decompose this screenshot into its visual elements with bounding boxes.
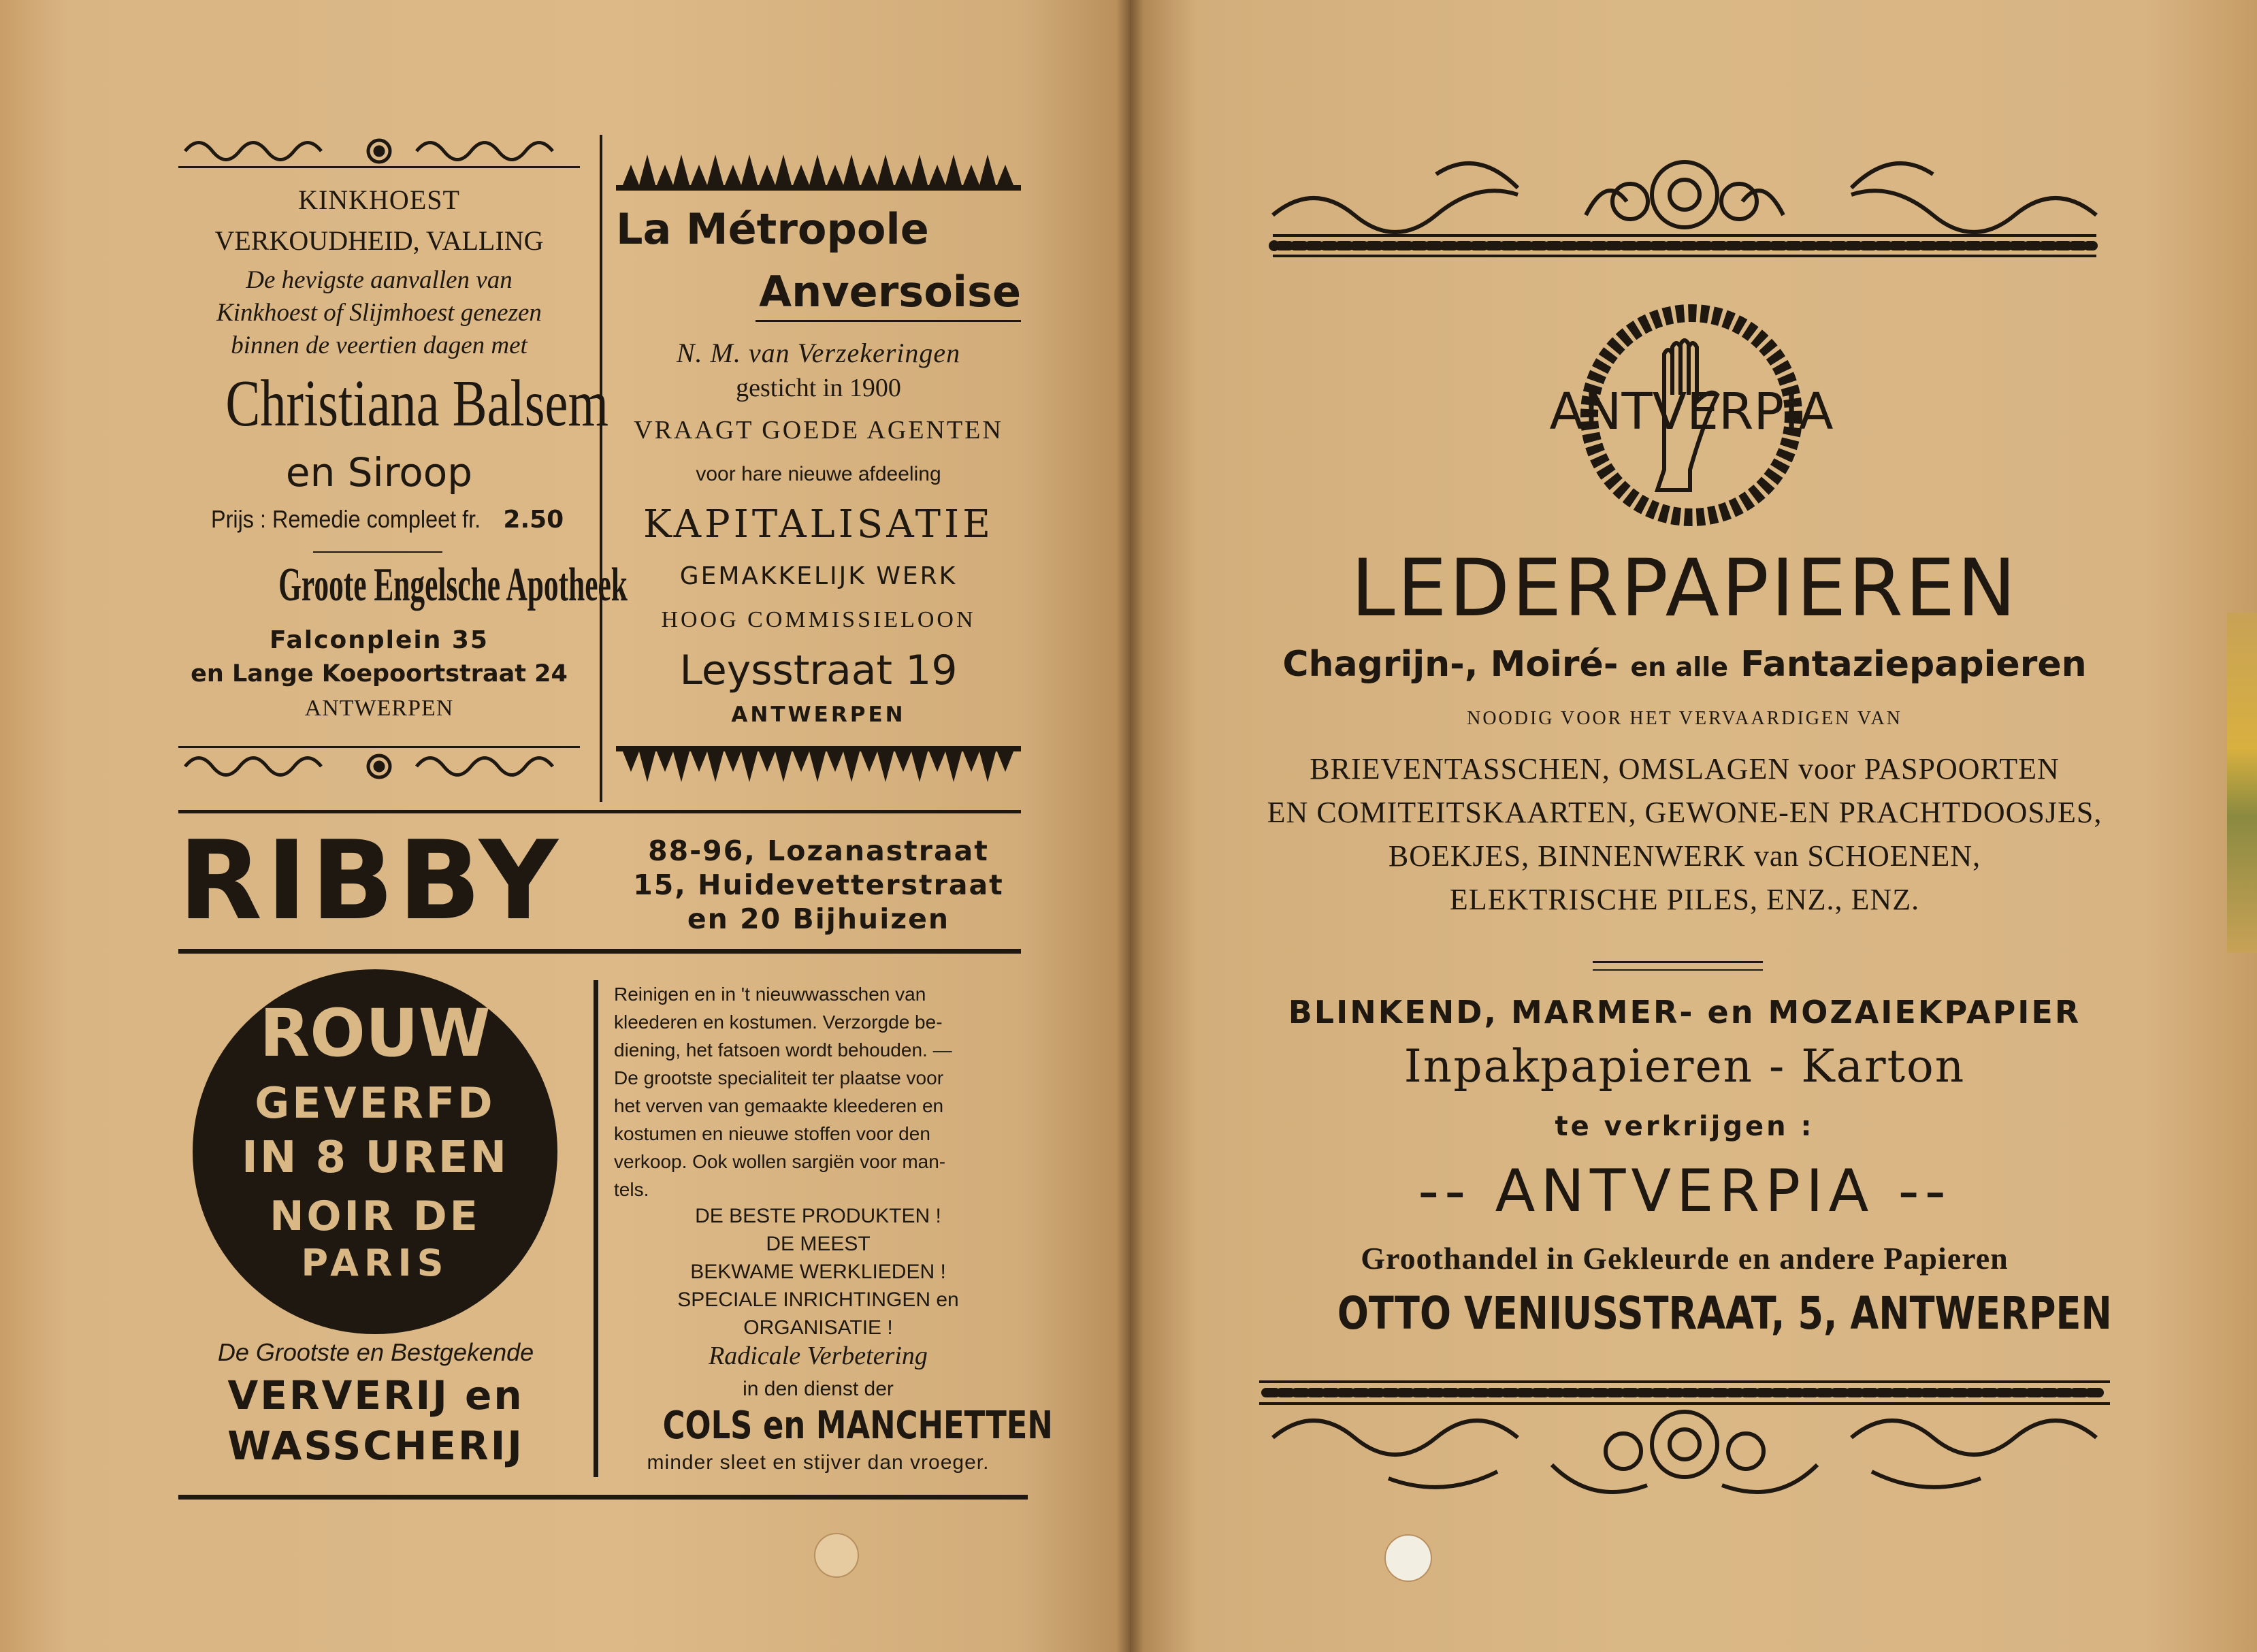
- binding-hole-left: [814, 1533, 859, 1578]
- cleaning-caps-line: BEKWAME WERKLIEDEN !: [690, 1261, 946, 1283]
- cleaning-footer: minder sleet en stijver dan vroeger.: [647, 1451, 990, 1474]
- cleaning-service: in den dienst der: [743, 1378, 894, 1400]
- kinkhoest-text-1: De hevigste aanvallen van: [246, 266, 513, 294]
- ribby-name: RIBBY: [178, 817, 562, 944]
- antverpia-logo: [1549, 293, 1834, 538]
- cleaning-caps-line: ORGANISATIE !: [743, 1316, 893, 1339]
- packing-paper: Inpakpapieren - Karton: [1403, 1040, 1966, 1092]
- rouw-name-2: WASSCHERIJ: [227, 1423, 524, 1469]
- cleaning-body: [614, 980, 1022, 1203]
- metropole-street: Leysstraat 19: [679, 647, 958, 694]
- price-line: [176, 505, 584, 534]
- kinkhoest-subheading: VERKOUDHEID, VALLING: [214, 225, 544, 256]
- metropole-city: ANTWERPEN: [731, 702, 906, 727]
- pharmacy-city: ANTWERPEN: [304, 696, 454, 721]
- scroll-ornament-bottom: [178, 743, 580, 787]
- rouw-name-1: VERVERIJ en: [227, 1372, 524, 1419]
- ribby-rule-bottom: [178, 949, 1021, 954]
- wholesale-line: Groothandel in Gekleurde en andere Papieren: [1361, 1241, 2009, 1276]
- crest-ornament-top: [616, 143, 1021, 195]
- metropole-name-1: La Métropole: [616, 204, 929, 254]
- ribby-address-3: en 20 Bijhuizen: [687, 903, 950, 935]
- metropole-wanted: VRAAGT GOEDE AGENTEN: [634, 416, 1003, 444]
- right-page: [1130, 0, 2257, 1652]
- rouw-badge-line-1: ROUW: [259, 995, 491, 1071]
- cleaning-body-line: diening, het fatsoen wordt behouden. —: [614, 1039, 952, 1060]
- cleaning-caps-line: SPECIALE INRICHTINGEN en: [677, 1289, 959, 1311]
- rouw-badge: [193, 969, 557, 1334]
- cleaning-product: [614, 1404, 1053, 1448]
- company-name: -- ANTVERPIA --: [1418, 1157, 1951, 1225]
- cleaning-product-text: COLS en MANCHETTEN: [662, 1404, 1053, 1448]
- left-page-bottom-rule: [178, 1495, 1028, 1500]
- crest-ornament-bottom: [616, 743, 1021, 795]
- leather-paper-headline: LEDERPAPIEREN: [1350, 542, 2019, 634]
- cleaning-body-line: verkoop. Ook wollen sargiën voor man-: [614, 1151, 946, 1172]
- ribby-address-2: 15, Huidevetterstraat: [633, 869, 1004, 901]
- rouw-badge-line-2: GEVERFD: [255, 1078, 496, 1128]
- metropole-name-2: Anversoise: [759, 267, 1021, 317]
- metropole-easy-work: GEMAKKELIJK WERK: [679, 562, 958, 590]
- kinkhoest-text-2: Kinkhoest of Slijmhoest genezen: [216, 299, 542, 327]
- rouw-badge-line-4: NOIR DE: [270, 1193, 481, 1240]
- book-gutter: [1116, 0, 1143, 1652]
- mid-divider-2: [1593, 969, 1763, 971]
- uses-list: [1232, 747, 2137, 922]
- subheading-part-1: Chagrijn-, Moiré-: [1282, 644, 1619, 685]
- available-at: te verkrijgen :: [1555, 1111, 1815, 1142]
- paper-types: BLINKEND, MARMER- en MOZAIEKPAPIER: [1288, 994, 2081, 1031]
- product-name-text: Christiana Balsem: [225, 367, 608, 440]
- ribby-address-1: 88-96, Lozanastraat: [648, 835, 989, 867]
- small-divider: [313, 551, 442, 553]
- cleaning-body-line: kleederen en kostumen. Verzorgde be-: [614, 1011, 943, 1033]
- uses-line: BOEKJES, BINNENWERK van SCHOENEN,: [1388, 839, 1981, 873]
- product-name-2: en Siroop: [285, 449, 473, 496]
- cleaning-body-line: tels.: [614, 1179, 649, 1200]
- metropole-subtitle: N. M. van Verzekeringen: [676, 338, 961, 368]
- pharmacy-name: [172, 558, 628, 613]
- ribby-rule-top: [178, 810, 1021, 813]
- cleaning-body-line: het verven van gemaakte kleederen en: [614, 1095, 944, 1116]
- subheading-part-3: Fantaziepapieren: [1740, 644, 2087, 685]
- rouw-badge-line-3: IN 8 UREN: [242, 1133, 508, 1183]
- company-address-text: OTTO VENIUSSTRAAT, 5, ANTWERPEN: [1337, 1287, 2112, 1340]
- page-edge-strip: [2227, 613, 2257, 953]
- binding-hole-right: [1384, 1534, 1432, 1582]
- metropole-founded: gesticht in 1900: [736, 374, 901, 402]
- mid-divider-1: [1593, 961, 1763, 963]
- pharmacy-name-text: Groote Engelsche Apotheek: [278, 559, 628, 611]
- metropole-kapitalisatie: KAPITALISATIE: [643, 502, 994, 547]
- price-label: Prijs : Remedie compleet fr.: [210, 505, 481, 533]
- column-divider-top: [600, 135, 602, 802]
- metropole-underline: [756, 320, 1021, 322]
- pharmacy-address-2: en Lange Koepoortstraat 24: [191, 660, 568, 687]
- rouw-tagline: De Grootste en Bestgekende: [217, 1338, 534, 1366]
- antverpia-logo-text: ANTVERPIA: [1549, 383, 1834, 441]
- pharmacy-address-1: Falconplein 35: [270, 626, 489, 654]
- rouw-badge-line-5: PARIS: [301, 1242, 449, 1284]
- floral-ornament-top: [1266, 133, 2103, 263]
- metropole-commission: HOOG COMMISSIELOON: [661, 607, 976, 632]
- uses-line: BRIEVENTASSCHEN, OMSLAGEN voor PASPOORTEN: [1310, 752, 2060, 785]
- metropole-dept: voor hare nieuwe afdeeling: [696, 463, 941, 485]
- kinkhoest-heading: KINKHOEST: [298, 184, 460, 215]
- product-name: [172, 366, 608, 441]
- column-divider-bottom: [594, 980, 598, 1477]
- cleaning-caps-line: DE MEEST: [766, 1233, 871, 1255]
- price-value: 2.50: [503, 506, 564, 534]
- scroll-ornament-top: [178, 131, 580, 172]
- uses-line: ELEKTRISCHE PILES, ENZ., ENZ.: [1449, 883, 1920, 916]
- cleaning-body-line: Reinigen en in 't nieuwwasschen van: [614, 984, 926, 1005]
- cleaning-improvement: Radicale Verbetering: [709, 1342, 928, 1370]
- cleaning-body-line: kostumen en nieuwe stoffen voor den: [614, 1123, 930, 1144]
- cleaning-body-line: De grootste specialiteit ter plaatse voor: [614, 1067, 944, 1088]
- needed-for: NOODIG VOOR HET VERVAARDIGEN VAN: [1467, 708, 1902, 729]
- floral-ornament-bottom: [1252, 1376, 2117, 1519]
- company-address: [1252, 1286, 2117, 1341]
- cleaning-caps: [614, 1202, 1022, 1342]
- leather-paper-subheading: [1252, 644, 2117, 685]
- uses-line: EN COMITEITSKAARTEN, GEWONE-EN PRACHTDOOSJES,: [1267, 796, 2102, 829]
- cleaning-caps-line: DE BESTE PRODUKTEN !: [695, 1205, 941, 1227]
- kinkhoest-text-3: binnen de veertien dagen met: [231, 331, 527, 359]
- subheading-part-2: en alle: [1630, 652, 1729, 682]
